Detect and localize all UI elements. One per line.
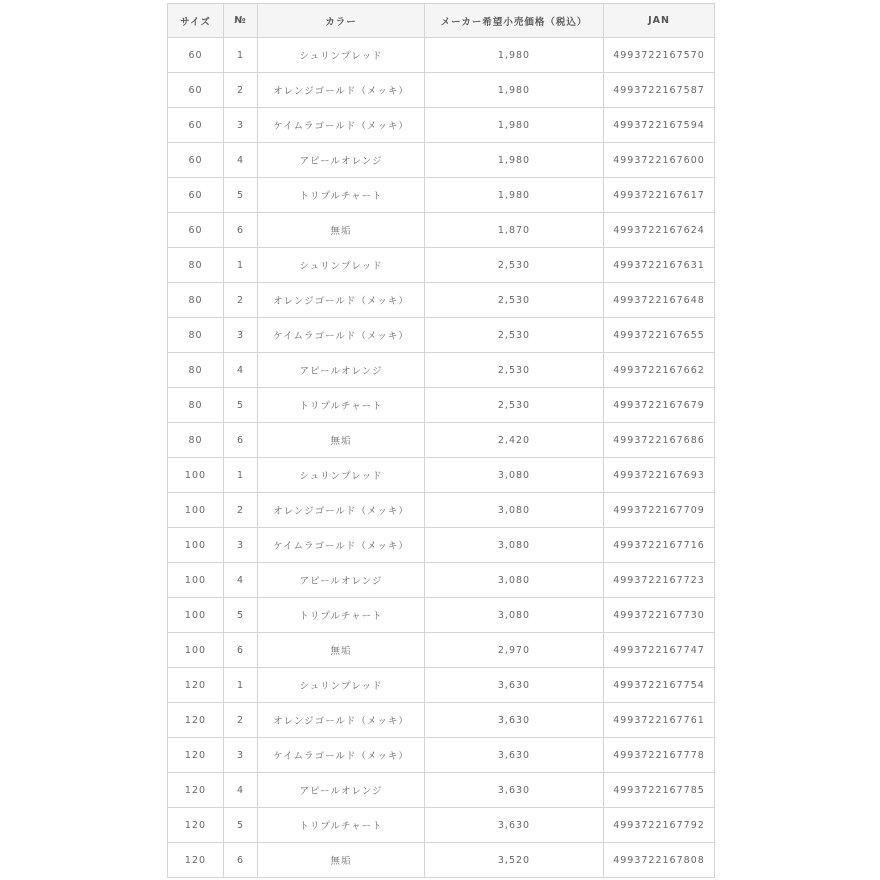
table-row <box>168 738 715 773</box>
cell-price: 1,980 <box>425 143 604 178</box>
cell-size: 120 <box>168 808 224 843</box>
table-row <box>168 598 715 633</box>
cell-price: 1,980 <box>425 178 604 213</box>
table-row <box>168 388 715 423</box>
cell-price: 2,530 <box>425 283 604 318</box>
header-row <box>168 4 715 38</box>
cell-color: アピールオレンジ <box>258 563 425 598</box>
cell-jan: 4993722167594 <box>604 108 715 143</box>
cell-price: 3,520 <box>425 843 604 878</box>
cell-no: 2 <box>224 493 258 528</box>
cell-no: 4 <box>224 353 258 388</box>
cell-size: 60 <box>168 38 224 73</box>
cell-color: シュリンプレッド <box>258 248 425 283</box>
cell-no: 5 <box>224 178 258 213</box>
header-size: サイズ <box>168 4 224 38</box>
cell-price: 3,080 <box>425 563 604 598</box>
cell-size: 120 <box>168 843 224 878</box>
cell-no: 3 <box>224 318 258 353</box>
cell-color: ケイムラゴールド（メッキ） <box>258 738 425 773</box>
cell-color: オレンジゴールド（メッキ） <box>258 283 425 318</box>
table-row <box>168 668 715 703</box>
cell-price: 3,080 <box>425 528 604 563</box>
cell-size: 60 <box>168 143 224 178</box>
cell-no: 6 <box>224 213 258 248</box>
cell-no: 3 <box>224 528 258 563</box>
cell-jan: 4993722167808 <box>604 843 715 878</box>
cell-no: 2 <box>224 703 258 738</box>
cell-jan: 4993722167730 <box>604 598 715 633</box>
cell-price: 2,530 <box>425 318 604 353</box>
table-row <box>168 178 715 213</box>
cell-jan: 4993722167723 <box>604 563 715 598</box>
cell-price: 3,630 <box>425 668 604 703</box>
table-row <box>168 248 715 283</box>
cell-color: オレンジゴールド（メッキ） <box>258 703 425 738</box>
cell-price: 1,980 <box>425 38 604 73</box>
cell-color: オレンジゴールド（メッキ） <box>258 73 425 108</box>
cell-color: トリプルチャート <box>258 388 425 423</box>
cell-size: 60 <box>168 213 224 248</box>
header-price: メーカー希望小売価格（税込） <box>425 4 604 38</box>
cell-jan: 4993722167716 <box>604 528 715 563</box>
table-row <box>168 808 715 843</box>
cell-size: 80 <box>168 353 224 388</box>
cell-jan: 4993722167761 <box>604 703 715 738</box>
table-row <box>168 563 715 598</box>
cell-jan: 4993722167631 <box>604 248 715 283</box>
cell-jan: 4993722167792 <box>604 808 715 843</box>
cell-size: 100 <box>168 493 224 528</box>
table-body <box>168 38 715 878</box>
cell-price: 3,630 <box>425 808 604 843</box>
cell-jan: 4993722167617 <box>604 178 715 213</box>
cell-size: 80 <box>168 283 224 318</box>
cell-size: 80 <box>168 423 224 458</box>
cell-size: 100 <box>168 563 224 598</box>
cell-size: 80 <box>168 318 224 353</box>
cell-size: 120 <box>168 773 224 808</box>
cell-color: オレンジゴールド（メッキ） <box>258 493 425 528</box>
cell-jan: 4993722167709 <box>604 493 715 528</box>
table-header <box>168 4 715 38</box>
cell-color: アピールオレンジ <box>258 143 425 178</box>
cell-no: 4 <box>224 143 258 178</box>
cell-price: 3,080 <box>425 598 604 633</box>
cell-size: 80 <box>168 248 224 283</box>
cell-no: 1 <box>224 248 258 283</box>
cell-price: 2,970 <box>425 633 604 668</box>
table-row <box>168 213 715 248</box>
cell-price: 3,630 <box>425 738 604 773</box>
cell-price: 1,980 <box>425 73 604 108</box>
table-row <box>168 38 715 73</box>
cell-price: 1,870 <box>425 213 604 248</box>
cell-price: 1,980 <box>425 108 604 143</box>
cell-color: トリプルチャート <box>258 598 425 633</box>
header-no: № <box>224 4 258 38</box>
cell-color: トリプルチャート <box>258 808 425 843</box>
cell-color: アピールオレンジ <box>258 353 425 388</box>
cell-jan: 4993722167587 <box>604 73 715 108</box>
cell-color: 無垢 <box>258 213 425 248</box>
product-spec-table <box>167 3 715 878</box>
cell-jan: 4993722167600 <box>604 143 715 178</box>
cell-price: 2,420 <box>425 423 604 458</box>
cell-no: 1 <box>224 668 258 703</box>
cell-no: 6 <box>224 633 258 668</box>
cell-jan: 4993722167570 <box>604 38 715 73</box>
cell-no: 3 <box>224 108 258 143</box>
cell-size: 120 <box>168 668 224 703</box>
header-color: カラー <box>258 4 425 38</box>
cell-color: アピールオレンジ <box>258 773 425 808</box>
cell-size: 80 <box>168 388 224 423</box>
cell-price: 3,080 <box>425 493 604 528</box>
cell-jan: 4993722167754 <box>604 668 715 703</box>
cell-color: 無垢 <box>258 423 425 458</box>
table-row <box>168 318 715 353</box>
cell-size: 60 <box>168 178 224 213</box>
product-spec-table-container <box>167 3 714 878</box>
table-row <box>168 528 715 563</box>
cell-jan: 4993722167686 <box>604 423 715 458</box>
cell-no: 4 <box>224 773 258 808</box>
table-row <box>168 353 715 388</box>
cell-price: 2,530 <box>425 353 604 388</box>
cell-size: 100 <box>168 528 224 563</box>
table-row <box>168 73 715 108</box>
cell-jan: 4993722167648 <box>604 283 715 318</box>
table-row <box>168 703 715 738</box>
cell-jan: 4993722167624 <box>604 213 715 248</box>
cell-jan: 4993722167747 <box>604 633 715 668</box>
cell-price: 2,530 <box>425 388 604 423</box>
table-row <box>168 493 715 528</box>
cell-color: シュリンプレッド <box>258 458 425 493</box>
table-row <box>168 108 715 143</box>
cell-no: 6 <box>224 843 258 878</box>
cell-jan: 4993722167785 <box>604 773 715 808</box>
cell-color: シュリンプレッド <box>258 668 425 703</box>
table-row <box>168 143 715 178</box>
cell-size: 120 <box>168 738 224 773</box>
cell-jan: 4993722167655 <box>604 318 715 353</box>
table-row <box>168 283 715 318</box>
cell-price: 2,530 <box>425 248 604 283</box>
cell-size: 60 <box>168 108 224 143</box>
cell-color: トリプルチャート <box>258 178 425 213</box>
cell-no: 5 <box>224 388 258 423</box>
table-row <box>168 843 715 878</box>
cell-price: 3,630 <box>425 703 604 738</box>
table-row <box>168 633 715 668</box>
table-row <box>168 423 715 458</box>
cell-no: 1 <box>224 38 258 73</box>
table-row <box>168 773 715 808</box>
cell-no: 4 <box>224 563 258 598</box>
cell-color: ケイムラゴールド（メッキ） <box>258 318 425 353</box>
cell-price: 3,630 <box>425 773 604 808</box>
cell-color: ケイムラゴールド（メッキ） <box>258 528 425 563</box>
cell-price: 3,080 <box>425 458 604 493</box>
cell-color: 無垢 <box>258 633 425 668</box>
cell-size: 100 <box>168 598 224 633</box>
cell-no: 3 <box>224 738 258 773</box>
cell-jan: 4993722167662 <box>604 353 715 388</box>
cell-no: 6 <box>224 423 258 458</box>
cell-color: 無垢 <box>258 843 425 878</box>
header-jan: JAN <box>604 4 715 38</box>
cell-jan: 4993722167778 <box>604 738 715 773</box>
table-row <box>168 458 715 493</box>
cell-no: 5 <box>224 808 258 843</box>
cell-no: 2 <box>224 73 258 108</box>
cell-jan: 4993722167679 <box>604 388 715 423</box>
cell-jan: 4993722167693 <box>604 458 715 493</box>
cell-size: 120 <box>168 703 224 738</box>
cell-color: シュリンプレッド <box>258 38 425 73</box>
cell-size: 100 <box>168 633 224 668</box>
cell-size: 60 <box>168 73 224 108</box>
cell-no: 1 <box>224 458 258 493</box>
cell-size: 100 <box>168 458 224 493</box>
cell-color: ケイムラゴールド（メッキ） <box>258 108 425 143</box>
cell-no: 5 <box>224 598 258 633</box>
cell-no: 2 <box>224 283 258 318</box>
